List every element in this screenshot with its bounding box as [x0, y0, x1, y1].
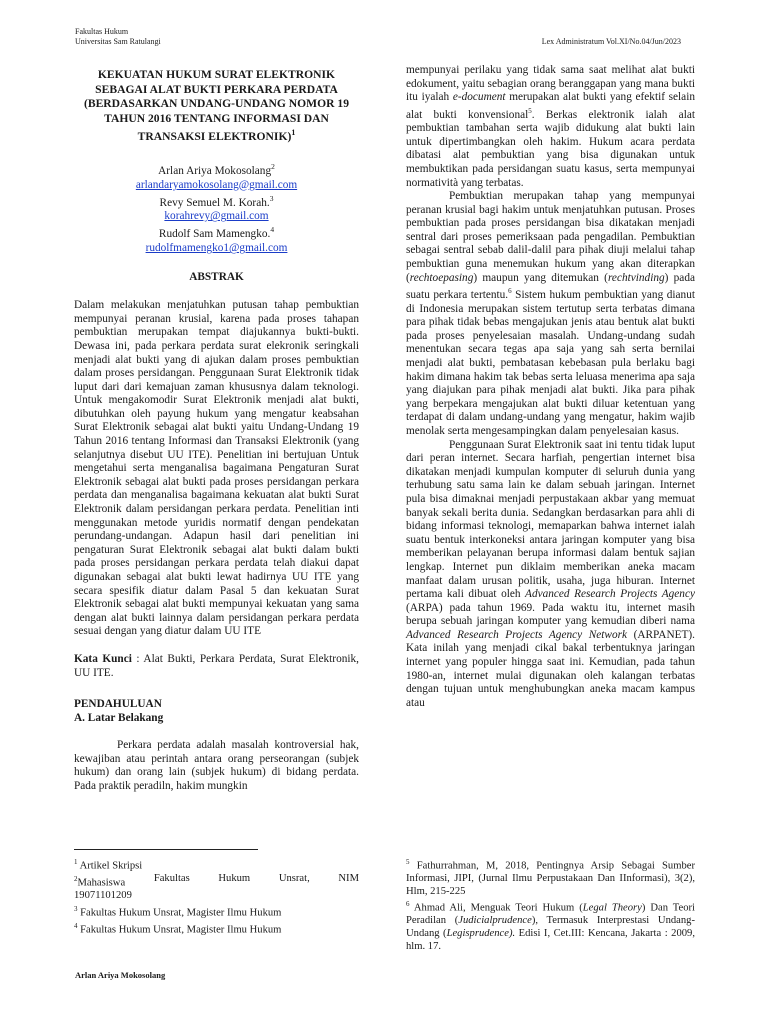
author-3: [74, 223, 359, 241]
footnote-5: $^5$ Fathurrahman, M, 2018, Pentingnya Arsip Sebagai Sumber Informasi, JIPI, (Jurnal Ilmu Perpustakaan Dan IInformasi), 3(2), Hlm, 215-225: [406, 858, 695, 897]
author-3-email-link[interactable]: rudolfmamengko1@gmail.com: [145, 242, 288, 255]
keywords-label: Kata Kunci: [74, 652, 132, 665]
footnote-2-nim: 19071101209: [74, 890, 132, 902]
body-paragraph-3: Penggunaan Surat Elektronik saat ini tentu tidak luput dari peran internet. Secara harfiah, pengertian internet bisa dikatakan menjadi kumpulan komputer di seluruh dunia yang terhubung satu sama lain ke dalam sebuah jaringan. Internet pula bisa dimaknai menjadi perpustakaan akbar yang memuat banyak sekali berita dunia. Sedangkan berdasarkan para ahli di bidang informasi teknologi, memaparkan bahwa internet ialah suatu bentuk interkoneksi antara jaringan komputer yang bisa memberikan pelayanan berupa informasi dalam bentuk sajian lengkap. Internet pun diklaim memberikan aneka macam manfaat dalam urusan politik, usaha, juga hiburan. Internet pertama kali dibuat oleh Advanced Research Projects Agency (ARPA) pada tahun 1969. Pada waktu itu, internet masih berupa sebuah jaringan komputer yang kemudian diberi nama Advanced Research Projects Agency Network (ARPANET). Kata inilah yang menjadi cikal bakal terbentuknya jaringan internet yang populer hingga saat ini. Kemudian, pada tahun 1980-an, internet mulai digunakan oleh kalangan terbatas dengan tujuan untuk menghubungkan aneka macam kampus atau: [406, 438, 695, 709]
footnote-6: $^6$ Ahmad Ali, Menguak Teori Hukum (Legal Theory) Dan Teori Peradilan (Judicialprudence), Termasuk Interprestasi Undang-Undang (Legisprudence). Edisi I, Cet.III: Kencana, Jakarta : 2009, hlm. 17.: [406, 900, 695, 952]
abstract-text: Dalam melakukan menjatuhkan putusan tahap pembuktian mempunyai peranan krusial, karena pada proses tahapan pembuktian merupakan tempat diajukannya bukti-bukti. Dewasa ini, pada perkara perdata surat elekronik seringkali menjadi alat bukti yang di ajukan dalam proses pembuktian dalam proses persidangan. Penggunaan Surat Elektronik tidak luput dari dari kemajuan zaman khususnya dalam teknologi. Untuk mengakomodir Surat Elektronik menjadi alat bukti, dibutuhkan oleh payung hukum yang mengatur keabsahan Surat Elektronik sebagai alat bukti yaitu Undang-Undang 19 Tahun 2016 tentang Informasi dan Transaksi Elektronik (yang selanjutnya disebut UU ITE). Penelitian ini bertujuan Untuk mengetahui serta menganalisa bagaimana Pengaturan Surat Elektronik sebagai alat bukti pada proses persidangan perkara perdata dan menganalisa bagaimana kekuatan alat bukti Surat Elektronik dalam persidangan perkara perdata. Penelitian inti menggunakan metode yuridis normatif dengan pendekatan perundang-undangan. Adapun hasil dari penelitian ini pengaturan Surat Elektronik sebagai alat bukti dalam bukti pada proses persidangan perkara perdata telah diakui dapat digunakan sebagai alat bukti lewat hadirnya UU ITE yang secara spesifik diatur dalam Pasal 5 dan kekuatan Surat Elektronik sebagai alat bukti mempunyai kekuatan yang sama dengan alat bukti lainnya dalam persidangan perkara perdata sesuai dengan yang diatur dalam UU ITE: [74, 299, 359, 638]
footnote-divider: [74, 849, 258, 850]
footnote-ref-6[interactable]: 6: [508, 287, 512, 296]
body-paragraph-2: Pembuktian merupakan tahap yang mempunyai peranan krusial bagi hakim untuk menjatuhkan putusan. Proses pembuktian pada proses persidangan bisa dikatakan menjadi sentral dari proses pemeriksaan pada pengadilan. Pembuktian sebagai sentral sebab dalil-dalil para pihak diuji melalui tahap pembuktian guna menemukan hukum yang akan diterapkan (rechtoepasing) maupun yang ditemukan (rechtvinding) pada suatu perkara tertentu.$^6$ Sistem hukum pembuktian yang dianut di Indonesia merupakan sistem tertutup serta terbatas dimana para pihak tidak bebas mengajukan jenis atau bentuk alat bukti pada proses penyelesaian masalah. Undang-undang sudah menentukan secara tegas apa saja yang sah serta bernilai menjadi alat bukti, pembatasan kebebasan pula berlaku bagi hakim dimana hakim tak bebas serta leluasa menerima apa saja yang diajukan para pihak menjadi alat bukti. Jika para pihak yang berpekara mengajukan alat bukti diluar ketentuan yang terdapat di dalam undang-undang yang mengatur, hakim wajib menolak serta mengesampingkan dalam penyelesaian kasus.: [406, 190, 695, 437]
intro-paragraph: Perkara perdata adalah masalah kontroversial hak, kewajiban atau perintah antara orang perseorangan (subjek hukum) dan orang lain (subjek hukum) di bidang perdata. Pada praktik peradiln, hakim mungkin: [74, 739, 359, 792]
footnotes-right: [406, 856, 695, 953]
author-1: [74, 160, 359, 178]
footnote-ref-5[interactable]: 5: [528, 106, 532, 115]
page-footer-author: Arlan Ariya Mokosolang: [75, 970, 166, 980]
section-heading-introduction: [74, 697, 359, 725]
author-2-email-link[interactable]: korahrevy@gmail.com: [164, 210, 269, 223]
university-name: Universitas Sam Ratulangi: [75, 37, 161, 46]
footnote-1: $^1$ Artikel Skripsi: [74, 858, 143, 872]
right-column: [406, 64, 695, 710]
paper-title: [74, 68, 359, 145]
paper-title-text: KEKUATAN HUKUM SURAT ELEKTRONIK SEBAGAI ALAT BUKTI PERKARA PERDATA (BERDASARKAN UNDANG-UNDANG NOMOR 19 TAHUN 2016 TENTANG INFORMASI DAN TRANSAKSI ELEKTRONIK): [83, 68, 350, 144]
footnote-4: $^4$ Fakultas Hukum Unsrat, Magister Ilmu Hukum: [74, 921, 282, 936]
footnotes-left: [74, 856, 359, 937]
keywords: [74, 653, 359, 680]
author-2: [74, 192, 359, 210]
author-2-name: Revy Semuel M. Korah.: [159, 196, 270, 209]
author-1-name: Arlan Ariya Mokosolang: [158, 164, 272, 177]
author-3-name: Rudolf Sam Mamengko.: [158, 228, 271, 241]
author-block: [74, 160, 359, 255]
author-2-note: 3: [269, 193, 274, 203]
faculty-name: Fakultas Hukum: [75, 27, 129, 36]
keywords-list: : Alat Bukti, Perkara Perdata, Surat Elektronik, UU ITE.: [74, 652, 359, 679]
left-column: [74, 64, 359, 794]
footnote-2: $^2$Mahasiswa Fakultas Hukum Unsrat, NIM 19071101209: [74, 873, 359, 902]
author-1-email-link[interactable]: arlandaryamokosolang@gmail.com: [135, 178, 298, 191]
journal-citation: Lex Administratum Vol.XI/No.04/Jun/2023: [541, 37, 681, 46]
title-footnote-marker: 1: [291, 128, 296, 138]
subsection-title: A. Latar Belakang: [74, 712, 164, 725]
author-1-note: 2: [271, 161, 275, 171]
abstract-heading: ABSTRAK: [189, 271, 244, 284]
body-paragraph-1: mempunyai perilaku yang tidak sama saat melihat alat bukti edokument, yaitu sebagian orang beranggapan yang mana bukti itu iyalah e-document merupakan alat bukti yang efektif selain alat bukti konvensional$^5$. Berkas elektronik ialah alat pembuktian tambahan serta wajib didukung alat bukti lain untuk dipertimbangkan oleh hakim. Hukum acara perdata dibatasi alat pembuktian yang bisa digunakan untuk membuktikan pada persidangan suatu kasus, serta mempunyai normatività yang terbatas.: [406, 64, 695, 189]
author-3-note: 4: [270, 225, 275, 235]
running-header-left: [75, 27, 161, 47]
section-title: PENDAHULUAN: [74, 698, 162, 711]
footnote-3: $^3$ Fakultas Hukum Unsrat, Magister Ilmu Hukum: [74, 904, 282, 919]
